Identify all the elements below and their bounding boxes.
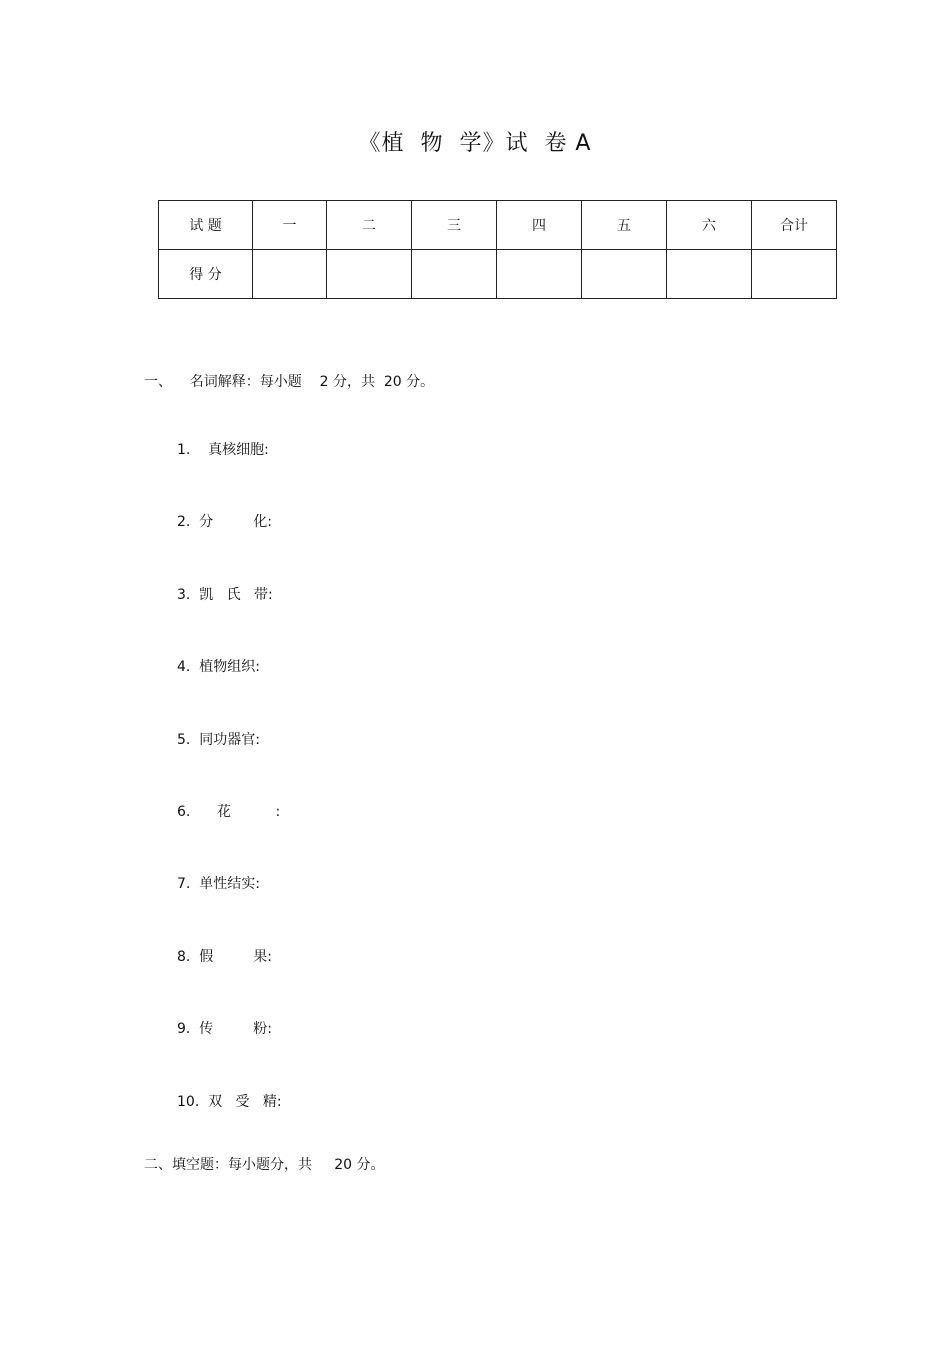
term-item-3: 3. 凯 氏 带: (177, 587, 273, 603)
term-item-8: 8. 假 果: (177, 949, 273, 965)
header-6: 六 (667, 201, 752, 250)
score-table-score-row (159, 250, 837, 299)
term-item-7: 7. 单性结实: (177, 876, 260, 892)
term-item-6: 6. 花 : (177, 804, 281, 820)
term-item-9: 9. 传 粉: (177, 1021, 273, 1037)
term-item-5: 5. 同功器官: (177, 732, 260, 748)
term-item-1: 1. 真核细胞: (177, 442, 269, 458)
score-cell-3[interactable] (412, 250, 497, 299)
score-table-header-row (159, 201, 837, 250)
term-item-4: 4. 植物组织: (177, 659, 260, 675)
score-cell-6[interactable] (667, 250, 752, 299)
score-table (158, 200, 837, 299)
row-label-score: 得 分 (159, 250, 253, 299)
header-4: 四 (497, 201, 582, 250)
score-cell-1[interactable] (253, 250, 327, 299)
header-2: 二 (327, 201, 412, 250)
header-1: 一 (253, 201, 327, 250)
term-item-2: 2. 分 化: (177, 514, 273, 530)
header-3: 三 (412, 201, 497, 250)
score-cell-5[interactable] (582, 250, 667, 299)
header-5: 五 (582, 201, 667, 250)
section-1-heading: 一、 名词解释：每小题 2 分，共 20 分。 (144, 374, 435, 390)
score-cell-4[interactable] (497, 250, 582, 299)
score-cell-2[interactable] (327, 250, 412, 299)
header-total: 合计 (752, 201, 837, 250)
score-cell-total[interactable] (752, 250, 837, 299)
header-question: 试 题 (159, 201, 253, 250)
term-item-10: 10. 双 受 精: (177, 1094, 282, 1110)
exam-title: 《植 物 学》试 卷 A (358, 131, 592, 156)
section-2-heading: 二、填空题：每小题分，共 20 分。 (144, 1157, 385, 1173)
